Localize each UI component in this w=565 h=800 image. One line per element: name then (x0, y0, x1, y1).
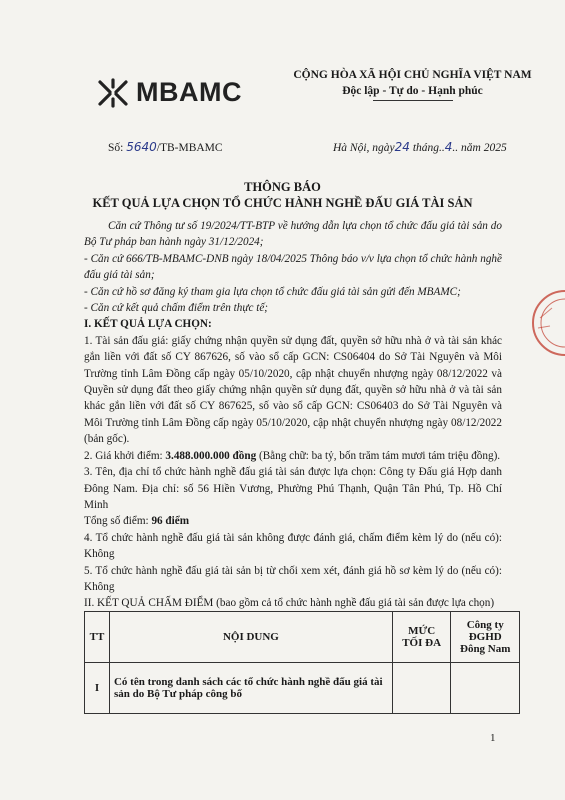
table-row (85, 663, 520, 714)
nation-name: CỘNG HÒA XÃ HỘI CHỦ NGHĨA VIỆT NAM (293, 69, 532, 81)
handwritten-number: 5640 (126, 140, 157, 154)
document-date: Hà Nội, ngày24 tháng..4.. năm 2025 (333, 140, 507, 154)
basis-line: - Căn cứ hồ sơ đăng ký tham gia lựa chọn tổ chức đấu giá tài sản gửi đến MBAMC; (84, 285, 461, 298)
unevaluated-organizations: 4. Tổ chức hành nghề đấu giá tài sản không được đánh giá, chấm điểm kèm lý do (nếu có): Không (84, 531, 502, 561)
total-score: Tổng số điểm: 96 điểm (84, 515, 190, 528)
mbamc-logo (96, 77, 242, 108)
row-content: Có tên trong danh sách các tổ chức hành nghề đấu giá tài sản do Bộ Tư pháp công bố (109, 663, 392, 714)
header-content: NỘI DUNG (109, 612, 392, 663)
notice-title: THÔNG BÁO (244, 180, 321, 194)
page-number: 1 (490, 732, 496, 744)
basis-line: Căn cứ Thông tư số 19/2024/TT-BTP về hướng dẫn lựa chọn tổ chức đấu giá tài sản do Bộ Tư pháp ban hành ngày 31/12/2024; (84, 220, 502, 249)
selected-organization: 3. Tên, địa chỉ tổ chức hành nghề đấu giá tài sản được lựa chọn: Công ty Đấu giá Hợp danh Đông Nam. Địa chỉ: số 56 Hiền Vương, Phường Phú Thạnh, Quận Tân Phú, Tp. Hồ Chí Minh (84, 466, 502, 511)
notice-subtitle: KẾT QUẢ LỰA CHỌN TỔ CHỨC HÀNH NGHỀ ĐẤU GIÁ TÀI SẢN (92, 196, 473, 210)
motto-underline (373, 100, 453, 101)
total-score-value: 96 điểm (151, 515, 190, 528)
rejected-organizations: 5. Tổ chức hành nghề đấu giá tài sản bị từ chối xem xét, đánh giá hồ sơ kèm lý do (nếu có): Không (84, 564, 502, 593)
header-company: Công ty ĐGHD Đông Nam (451, 612, 520, 663)
row-max (392, 663, 451, 714)
handwritten-month: 4 (444, 140, 453, 154)
document-body (84, 218, 502, 612)
scoring-table (84, 611, 520, 714)
table-header-row (85, 612, 520, 663)
row-index: I (85, 663, 110, 714)
handwritten-day: 24 (394, 140, 410, 154)
section2-heading: II. KẾT QUẢ CHẤM ĐIỂM (bao gồm cả tổ chức hành nghề đấu giá tài sản được lựa chọn) (84, 597, 495, 610)
section1-heading: I. KẾT QUẢ LỰA CHỌN: (84, 318, 212, 331)
asset-description: 1. Tài sản đấu giá: giấy chứng nhận quyền sử dụng đất, quyền sở hữu nhà ở và tài sản khác gắn liền với đất số CY 867626, số vào sổ cấp GCN: CS06404 do Sở Tài Nguyên và Môi Trường tỉnh Lâm Đồng cấp ngày 05/10/2020, cập nhật chuyển nhượng ngày 08/12/2022 và Quyền sử dụng đất theo giấy chứng nhận quyền sử dụng đất, quyền sở hữu nhà ở và tài sản khác gắn liền với đất số CY 867625, số vào sổ cấp GCN: CS06403 do Sở Tài Nguyên và Môi Trường tỉnh Lâm Đồng cấp ngày 05/10/2020, cập nhật chuyển nhượng ngày 08/12/2022 (bản gốc). (84, 334, 502, 446)
basis-line: - Căn cứ 666/TB-MBAMC-DNB ngày 18/04/2025 Thông báo v/v lựa chọn tổ chức hành nghề đấu giá tài sản; (84, 252, 502, 282)
starting-price: 2. Giá khởi điểm: 3.488.000.000 đồng (Bằng chữ: ba tỷ, bốn trăm tám mươi tám triệu đồng). (84, 449, 501, 462)
starting-price-value: 3.488.000.000 đồng (165, 449, 257, 462)
logo-text: MBAMC (136, 77, 242, 107)
nation-motto: Độc lập - Tự do - Hạnh phúc (342, 85, 483, 97)
row-score (451, 663, 520, 714)
national-header (290, 69, 535, 101)
header-max: MỨC TỐI ĐA (392, 612, 451, 663)
header-tt: TT (85, 612, 110, 663)
document-number: Số: 5640/TB-MBAMC (108, 140, 223, 154)
basis-line: - Căn cứ kết quả chấm điểm trên thực tế; (84, 302, 269, 315)
red-seal-stamp (530, 288, 565, 358)
mbamc-logo-icon (96, 78, 130, 108)
